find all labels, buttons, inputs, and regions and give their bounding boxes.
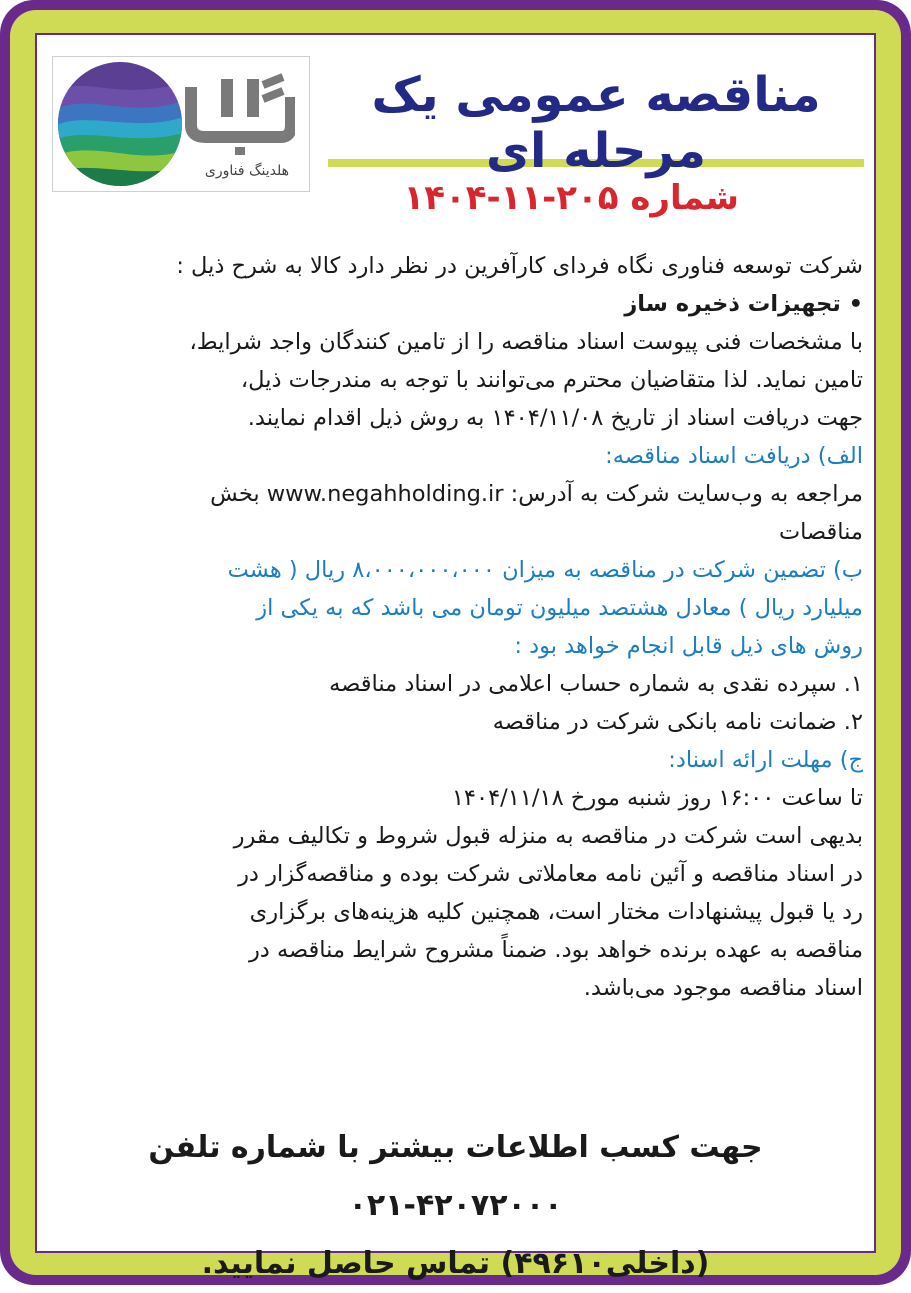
paragraph-line: در اسناد مناقصه و آئین نامه معاملاتی شرکت بوده و مناقصه‌گزار در bbox=[238, 861, 863, 887]
paragraph-line: رد یا قبول پیشنهادات مختار است، همچنین کلیه هزینه‌های برگزاری bbox=[249, 899, 863, 925]
section-b-line: روش های ذیل قابل انجام خواهد بود : bbox=[514, 633, 863, 659]
section-b-line: ب) تضمین شرکت در مناقصه به میزان ۸،۰۰۰،۰۰۰،۰۰۰ ریال ( هشت bbox=[227, 557, 863, 583]
title-banner bbox=[328, 45, 864, 179]
section-a-heading: الف) دریافت اسناد مناقصه: bbox=[605, 443, 863, 469]
paragraph-line: اسناد مناقصه موجود می‌باشد. bbox=[583, 975, 863, 1001]
contact-footer bbox=[48, 1119, 863, 1293]
paragraph-line: تامین نماید. لذا متقاضیان محترم می‌توانند با توجه به مندرجات ذیل، bbox=[240, 367, 863, 393]
page-title: مناقصه عمومی یک مرحله ای bbox=[371, 67, 821, 179]
deadline-line: تا ساعت ۱۶:۰۰ روز شنبه مورخ ۱۴۰۴/۱۱/۱۸ bbox=[451, 785, 863, 811]
logo-wordmark bbox=[183, 67, 295, 157]
section-c-heading: ج) مهلت ارائه اسناد: bbox=[668, 747, 863, 773]
logo-subtitle: هلدینگ فناوری bbox=[204, 163, 289, 179]
footer-line-2: (داخلی۴۹۶۱۰) تماس حاصل نمایید. bbox=[201, 1246, 710, 1281]
paragraph-line: جهت دریافت اسناد از تاریخ ۱۴۰۴/۱۱/۰۸ به روش ذیل اقدام نمایند. bbox=[247, 405, 863, 431]
list-item: ۲. ضمانت نامه بانکی شرکت در مناقصه bbox=[492, 709, 863, 735]
tender-body bbox=[48, 247, 863, 1007]
list-item: ۱. سپرده نقدی به شماره حساب اعلامی در اسناد مناقصه bbox=[329, 671, 863, 697]
website-line: مراجعه به وب‌سایت شرکت به آدرس: www.negahholding.ir بخش bbox=[210, 481, 863, 507]
logo-waves-icon bbox=[57, 61, 183, 187]
section-b-line: میلیارد ریال ) معادل هشتصد میلیون تومان می باشد که به یکی از bbox=[256, 595, 863, 621]
paragraph-line: با مشخصات فنی پیوست اسناد مناقصه را از تامین کنندگان واجد شرایط، bbox=[189, 329, 863, 355]
company-logo bbox=[52, 56, 310, 192]
footer-line-1: جهت کسب اطلاعات بیشتر با شماره تلفن ۴۲۰۷۲۰۰۰-۰۲۱ bbox=[148, 1130, 763, 1223]
paragraph-line: مناقصه به عهده برنده خواهد بود. ضمناً مشروح شرایط مناقصه در bbox=[248, 937, 863, 963]
item-bullet: • تجهیزات ذخیره ساز bbox=[624, 291, 863, 317]
paragraph-line: بدیهی است شرکت در مناقصه به منزله قبول شروط و تکالیف مقرر bbox=[233, 823, 863, 849]
tender-number: شماره ۲۰۵-۱۱-۱۴۰۴ bbox=[403, 178, 739, 218]
intro-line: شرکت توسعه فناوری نگاه فردای کارآفرین در نظر دارد کالا به شرح ذیل : bbox=[176, 253, 863, 279]
paragraph-line: مناقصات bbox=[778, 519, 863, 545]
